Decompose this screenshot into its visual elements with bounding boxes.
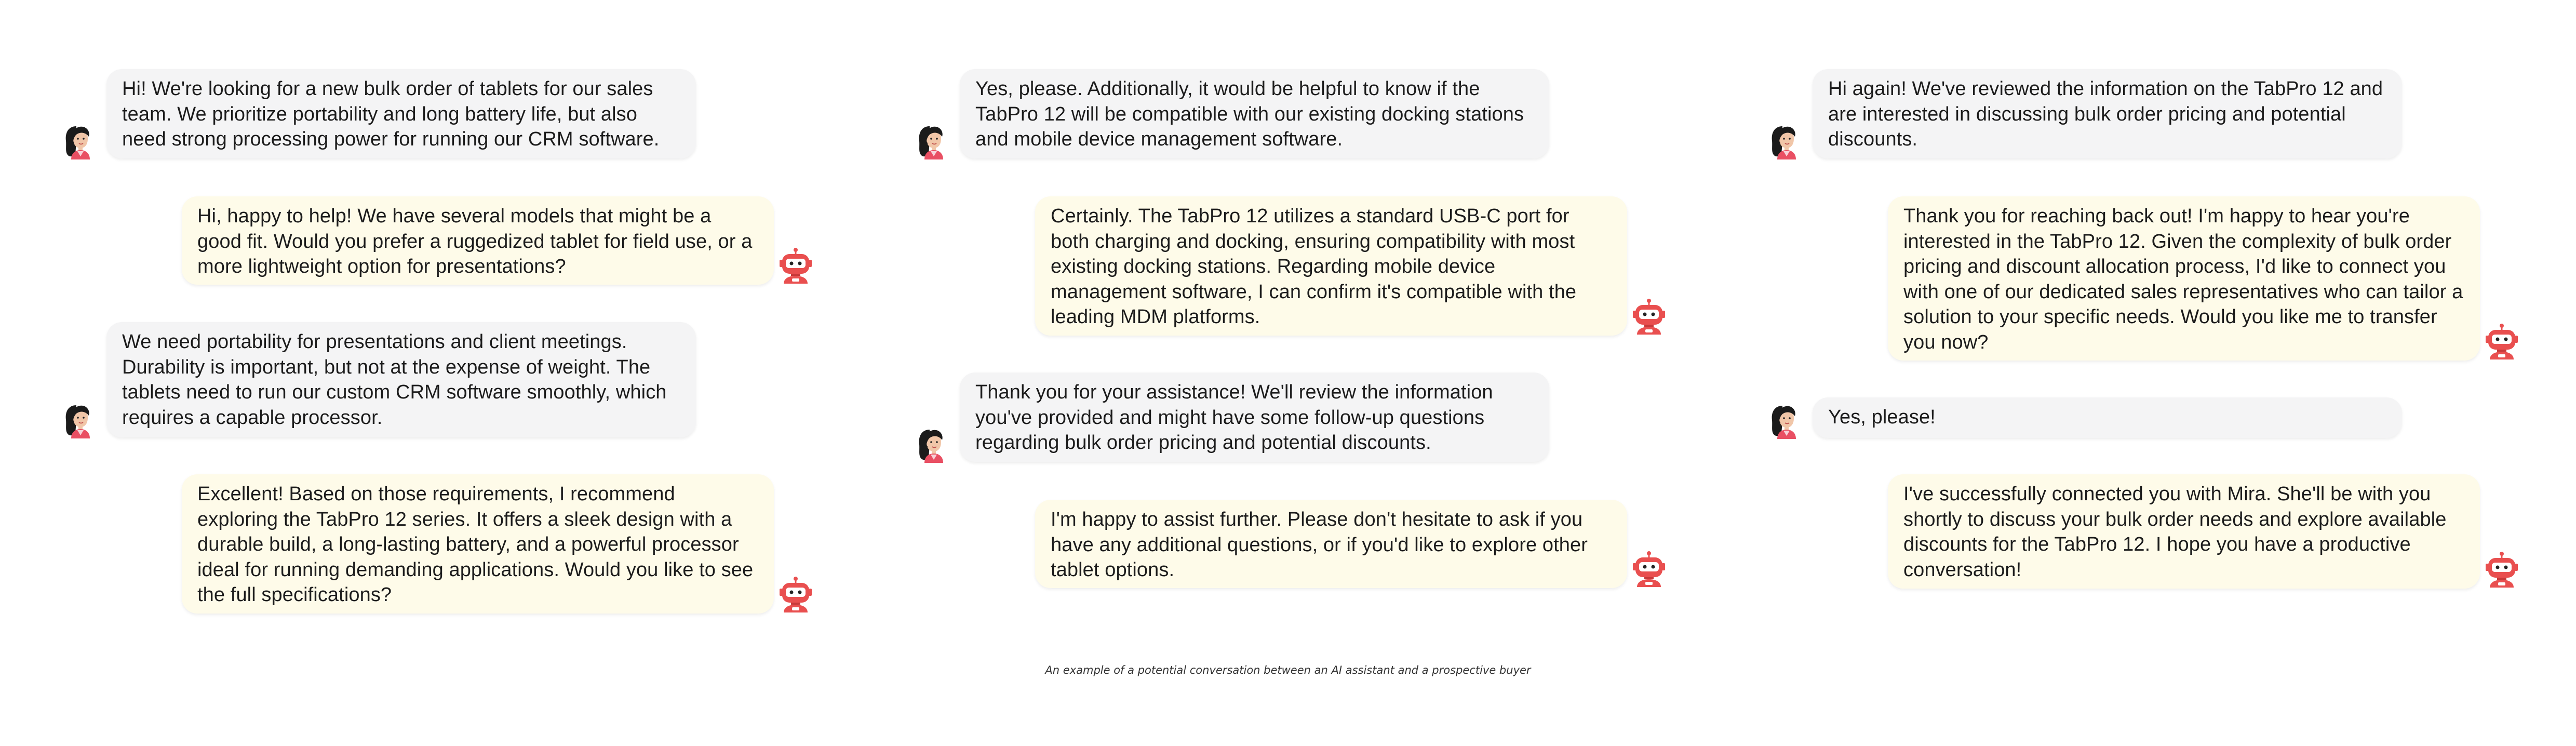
user-message bbox=[1766, 397, 2576, 438]
robot-avatar-icon bbox=[2483, 551, 2521, 590]
assistant-message bbox=[913, 196, 1723, 336]
robot-avatar-icon bbox=[776, 576, 815, 615]
robot-avatar-icon bbox=[2483, 323, 2521, 362]
assistant-message bbox=[60, 474, 870, 614]
conversation-column-3 bbox=[1766, 0, 2576, 746]
message-bubble: Yes, please. Additionally, it would be helpful to know if the TabPro 12 will be compatible with our existing docking stations and mobile device management software. bbox=[960, 69, 1549, 158]
user-message bbox=[60, 69, 870, 158]
user-message bbox=[913, 69, 1723, 158]
robot-avatar-icon bbox=[776, 247, 815, 286]
message-bubble: Thank you for reaching back out! I'm happy to hear you're interested in the TabPro 12. Given the complexity of bulk order pricing and discount allocation process, I'd like to connect you with one of our dedicated sales representatives who can tailor a solution to your specific needs. Would you like me to transfer you now? bbox=[1888, 196, 2480, 361]
robot-avatar-icon bbox=[1630, 551, 1668, 589]
woman-avatar-icon bbox=[1767, 123, 1803, 159]
assistant-message bbox=[60, 196, 870, 285]
message-bubble: Hi! We're looking for a new bulk order of tablets for our sales team. We prioritize portability and long battery life, but also need strong processing power for running our CRM software. bbox=[106, 69, 696, 158]
figure-caption: An example of a potential conversation between an AI assistant and a prospective buyer bbox=[1045, 664, 1531, 676]
assistant-message bbox=[913, 500, 1723, 588]
woman-avatar-icon bbox=[61, 123, 97, 159]
message-bubble: Thank you for your assistance! We'll review the information you've provided and might have some follow-up questions regarding bulk order pricing and potential discounts. bbox=[960, 372, 1549, 462]
message-bubble: Excellent! Based on those requirements, I recommend exploring the TabPro 12 series. It offers a sleek design with a durable build, a long-lasting battery, and a powerful processor ideal for running demanding applications. Would you like to see the full specifications? bbox=[182, 474, 774, 614]
message-bubble: Certainly. The TabPro 12 utilizes a standard USB-C port for both charging and docking, ensuring compatibility with most existing docking stations. Regarding mobile device management software, I can confirm it's compatible with the leading MDM platforms. bbox=[1035, 196, 1627, 336]
message-bubble: We need portability for presentations and client meetings. Durability is important, but not at the expense of weight. The tablets need to run our custom CRM software smoothly, which requires a capable processor. bbox=[106, 322, 696, 437]
message-bubble: Hi, happy to help! We have several models that might be a good fit. Would you prefer a ruggedized tablet for field use, or a more lightweight option for presentations? bbox=[182, 196, 774, 285]
assistant-message bbox=[1766, 474, 2576, 589]
user-message bbox=[1766, 69, 2576, 158]
woman-avatar-icon bbox=[61, 402, 97, 438]
user-message bbox=[913, 372, 1723, 462]
woman-avatar-icon bbox=[914, 427, 950, 463]
conversation-column-2 bbox=[913, 0, 1723, 746]
message-bubble: I've successfully connected you with Mira. She'll be with you shortly to discuss your bulk order needs and explore available discounts for the TabPro 12. I hope you have a productive conversation! bbox=[1888, 474, 2480, 589]
message-bubble: Yes, please! bbox=[1813, 397, 2402, 438]
woman-avatar-icon bbox=[914, 123, 950, 159]
conversation-column-1 bbox=[60, 0, 870, 746]
message-bubble: Hi again! We've reviewed the information on the TabPro 12 and are interested in discussing bulk order pricing and potential discounts. bbox=[1813, 69, 2402, 158]
user-message bbox=[60, 322, 870, 437]
message-bubble: I'm happy to assist further. Please don't hesitate to ask if you have any additional questions, or if you'd like to explore other tablet options. bbox=[1035, 500, 1627, 588]
assistant-message bbox=[1766, 196, 2576, 361]
woman-avatar-icon bbox=[1767, 403, 1803, 439]
robot-avatar-icon bbox=[1630, 298, 1668, 337]
